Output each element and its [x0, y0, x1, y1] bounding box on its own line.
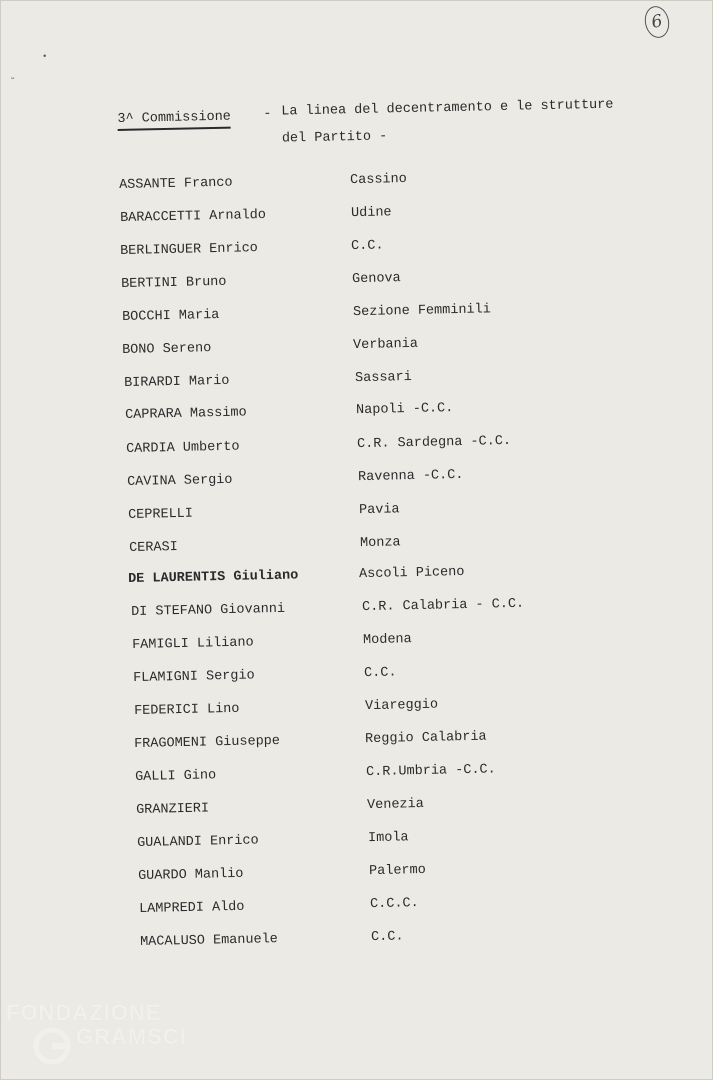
- member-place: Imola: [367, 830, 409, 847]
- list-item: [128, 499, 568, 530]
- member-name: LAMPREDI Aldo: [139, 899, 245, 917]
- member-name: GRANZIERI: [136, 801, 210, 818]
- list-item: [125, 399, 565, 430]
- member-name: BONO Sereno: [122, 341, 212, 358]
- gramsci-logo-icon: [32, 1026, 72, 1066]
- list-item: [119, 169, 559, 200]
- member-place: Verbania: [352, 336, 419, 354]
- list-item: [129, 532, 569, 563]
- member-name: FAMIGLI Liliano: [132, 635, 254, 653]
- watermark-text-line-1: FONDAZIONE: [6, 1000, 162, 1025]
- member-name: GUALANDI Enrico: [137, 833, 259, 851]
- member-place: Reggio Calabria: [364, 729, 487, 748]
- list-item: [128, 563, 568, 594]
- list-item: [131, 596, 571, 627]
- member-place: C.C.: [370, 929, 404, 946]
- member-place: Cassino: [349, 171, 407, 189]
- commission-label: 3^ Commissione: [117, 110, 231, 131]
- list-item: [122, 334, 562, 365]
- list-item: [124, 367, 564, 398]
- member-name: CARDIA Umberto: [126, 439, 240, 457]
- list-item: [134, 728, 574, 759]
- member-name: BIRARDI Mario: [124, 373, 230, 391]
- list-item: [138, 860, 578, 891]
- member-name: DI STEFANO Giovanni: [131, 601, 286, 620]
- member-name: FEDERICI Lino: [134, 701, 240, 719]
- member-place: C.C.C.: [369, 896, 419, 913]
- member-place: C.R. Sardegna -C.C.: [356, 433, 512, 453]
- member-place: Pavia: [358, 502, 400, 519]
- member-name: FRAGOMENI Giuseppe: [134, 733, 281, 752]
- member-place: Modena: [362, 632, 412, 649]
- list-item: [122, 301, 562, 332]
- member-name: BARACCETTI Arnaldo: [120, 207, 267, 226]
- member-name: GUARDO Manlio: [138, 866, 244, 884]
- member-place: Sezione Femminili: [352, 302, 491, 321]
- member-place: C.C.: [363, 665, 397, 682]
- member-name: CAPRARA Massimo: [125, 405, 247, 423]
- list-item: [136, 794, 576, 825]
- member-name: MACALUSO Emanuele: [140, 932, 279, 950]
- page-number-circled: 6: [642, 4, 672, 40]
- list-item: [120, 235, 560, 266]
- list-item: [134, 695, 574, 726]
- member-place: Ascoli Piceno: [358, 564, 465, 583]
- member-place: C.R.Umbria -C.C.: [365, 762, 496, 781]
- list-item: [120, 202, 560, 233]
- member-name: BERLINGUER Enrico: [120, 241, 259, 259]
- member-place: Napoli -C.C.: [355, 401, 454, 419]
- member-place: Palermo: [368, 862, 426, 880]
- member-name: GALLI Gino: [135, 768, 217, 785]
- watermark-text-line-2: GRAMSCI: [76, 1024, 187, 1049]
- member-place: Monza: [359, 535, 401, 552]
- list-item: [139, 893, 579, 924]
- member-place: Viareggio: [364, 697, 439, 715]
- member-place: Venezia: [366, 796, 424, 814]
- list-item: [133, 662, 573, 693]
- member-name: BOCCHI Maria: [122, 307, 220, 325]
- ink-speck: •: [42, 52, 48, 62]
- ink-speck: ᵕ: [10, 74, 16, 84]
- member-name: CERASI: [129, 539, 178, 556]
- list-item: [127, 466, 567, 497]
- member-name: FLAMIGNI Sergio: [133, 668, 255, 686]
- header-dash: -: [263, 106, 272, 122]
- list-item: [126, 433, 566, 464]
- member-place: C.C.: [350, 238, 384, 255]
- member-place: C.R. Calabria - C.C.: [361, 596, 525, 616]
- list-item: [132, 629, 572, 660]
- header-title-line-2: del Partito -: [281, 129, 388, 147]
- member-name: CAVINA Sergio: [127, 472, 233, 490]
- member-name: CEPRELLI: [128, 506, 194, 523]
- header-title-line-1: La linea del decentramento e le strutture: [281, 97, 614, 120]
- member-name: BERTINI Bruno: [121, 274, 227, 292]
- fondazione-gramsci-watermark: [6, 1000, 196, 1060]
- list-item: [140, 926, 580, 957]
- list-item: [121, 268, 561, 299]
- member-name: ASSANTE Franco: [119, 175, 233, 193]
- member-place: Ravenna -C.C.: [357, 467, 464, 486]
- member-place: Udine: [350, 205, 392, 222]
- list-item: [135, 761, 575, 792]
- member-name: DE LAURENTIS Giuliano: [128, 568, 299, 587]
- member-place: Sassari: [354, 369, 412, 387]
- member-place: Genova: [351, 271, 401, 288]
- list-item: [137, 827, 577, 858]
